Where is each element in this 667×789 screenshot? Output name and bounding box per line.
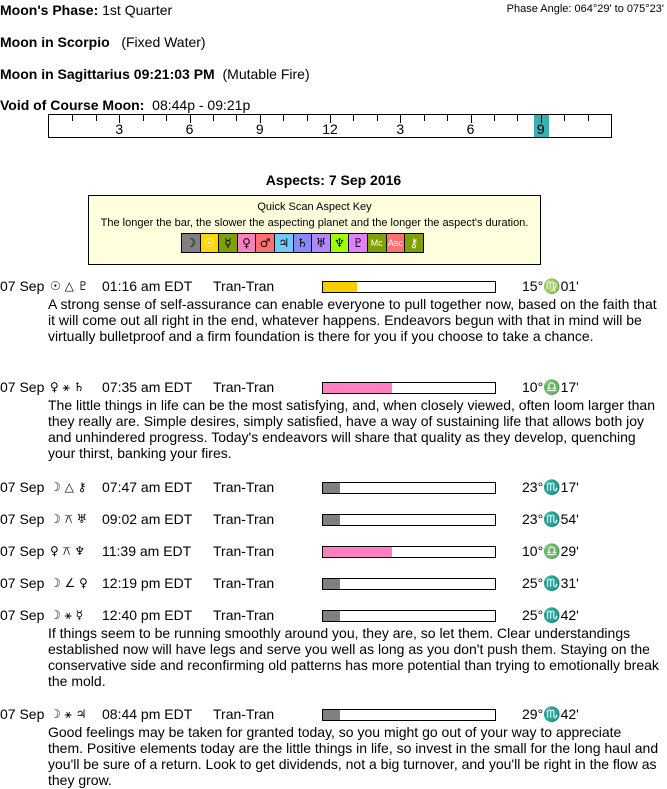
- aspect-duration-bar: [322, 281, 496, 293]
- aspect-duration-bar-fill: [323, 547, 392, 557]
- aspect-time: 11:39 am EDT: [102, 543, 192, 559]
- moon-phase-value: 1st Quarter: [102, 2, 173, 18]
- aspect-item: [0, 607, 667, 689]
- aspect-date: 07 Sep: [0, 543, 45, 559]
- timeline-hour-label: 6: [466, 121, 475, 137]
- aspect-type: Tran-Tran: [213, 607, 275, 623]
- aspect-header-line: [0, 706, 667, 724]
- aspect-header-line: [0, 511, 667, 529]
- aspect-position: 23°♏17': [522, 479, 579, 495]
- aspect-key-subtitle: The longer the bar, the slower the aspecting planet and the longer the aspect's duration.: [100, 217, 529, 229]
- aspect-duration-bar-fill: [323, 710, 340, 720]
- timeline-tick: [143, 115, 144, 121]
- aspect-type: Tran-Tran: [213, 511, 275, 527]
- aspect-type: Tran-Tran: [213, 575, 275, 591]
- timeline-tick: [494, 115, 495, 121]
- moon-ingress: [0, 66, 310, 82]
- aspect-position: 29°♏42': [522, 706, 579, 722]
- moon-icon: ☽: [182, 234, 201, 252]
- neptune-icon: ♆: [331, 234, 350, 252]
- jupiter-icon: ♃: [275, 234, 294, 252]
- aspect-duration-bar: [322, 546, 496, 558]
- ascendant-icon: Asc: [387, 234, 406, 252]
- timeline-tick: [307, 115, 308, 121]
- aspect-item: [0, 706, 667, 788]
- chiron-icon: ⚷: [405, 234, 423, 252]
- timeline-hour-label: 12: [322, 121, 338, 137]
- aspect-type: Tran-Tran: [213, 543, 275, 559]
- aspect-type: Tran-Tran: [213, 479, 275, 495]
- aspect-time: 12:40 pm EDT: [102, 607, 193, 623]
- aspect-date: 07 Sep: [0, 278, 45, 294]
- timeline-tick: [447, 115, 448, 121]
- aspect-duration-bar: [322, 578, 496, 590]
- aspect-glyphs-icon: ☽ ∠ ♀: [50, 576, 88, 590]
- aspect-duration-bar-fill: [323, 515, 340, 525]
- midheaven-icon: Mc: [368, 234, 387, 252]
- venus-icon: ♀: [238, 234, 257, 252]
- voc-label: Void of Course Moon:: [0, 97, 145, 113]
- mars-icon: ♂: [256, 234, 275, 252]
- aspect-position: 25°♏31': [522, 575, 579, 591]
- aspect-duration-bar: [322, 709, 496, 721]
- aspect-header-line: [0, 379, 667, 397]
- aspect-interpretation: If things seem to be running smoothly around you, they are, so let them. Clear understandings established now will have legs and serve you well as long as you don't push them. Staying on the conservative side and reconfirming old patterns has more potential than trying to emotionally break the mold.: [48, 625, 659, 689]
- aspect-duration-bar-fill: [323, 282, 357, 292]
- aspect-interpretation: The little things in life can be the most satisfying, and, when closely viewed, often loom larger than they really are. Simple desires, simply satisfied, have a way of sustaining life that allows both joy and unhindered progress. Today's endeavors will share that quality as they develop, quenching your thirst, banking your fires.: [48, 397, 655, 461]
- aspect-glyphs-icon: ☉ △ ♇: [50, 279, 89, 293]
- aspect-date: 07 Sep: [0, 706, 45, 722]
- timeline-tick: [72, 115, 73, 121]
- timeline-tick: [353, 115, 354, 121]
- timeline-tick: [213, 115, 214, 121]
- aspect-position: 23°♏54': [522, 511, 579, 527]
- aspect-time: 07:35 am EDT: [102, 379, 193, 395]
- moon-phase: [0, 2, 172, 18]
- timeline-hour-label: 3: [396, 121, 405, 137]
- aspect-duration-bar: [322, 482, 496, 494]
- aspect-time: 01:16 am EDT: [102, 278, 193, 294]
- aspect-header-line: [0, 278, 667, 296]
- aspect-glyphs-icon: ☽ △ ⚷: [50, 480, 87, 494]
- timeline-tick: [96, 115, 97, 121]
- aspect-date: 07 Sep: [0, 479, 45, 495]
- voc-value: 08:44p - 09:21p: [152, 97, 251, 113]
- aspect-type: Tran-Tran: [213, 706, 275, 722]
- timeline-hour-label: 6: [185, 121, 194, 137]
- timeline-hour-label: 9: [536, 121, 545, 137]
- aspect-glyphs-icon: ♀ ⚹ ♄: [50, 380, 85, 394]
- mercury-icon: ☿: [219, 234, 238, 252]
- timeline-tick: [166, 115, 167, 121]
- aspect-key-title: Quick Scan Aspect Key: [257, 201, 372, 213]
- aspect-date: 07 Sep: [0, 607, 45, 623]
- timeline-tick: [424, 115, 425, 121]
- aspect-duration-bar-fill: [323, 611, 340, 621]
- aspect-time: 12:19 pm EDT: [102, 575, 193, 591]
- aspect-date: 07 Sep: [0, 511, 45, 527]
- timeline-tick: [283, 115, 284, 121]
- moon-sign-quality: (Fixed Water): [121, 34, 206, 50]
- aspect-duration-bar: [322, 610, 496, 622]
- timeline-hour-label: 9: [255, 121, 264, 137]
- aspect-time: 08:44 pm EDT: [102, 706, 193, 722]
- void-of-course: [0, 97, 250, 113]
- sun-icon: ☉: [201, 234, 220, 252]
- aspect-glyphs-icon: ♀ ⚻ ♆: [50, 544, 86, 558]
- pluto-icon: ♇: [349, 234, 368, 252]
- aspect-header-line: [0, 543, 667, 561]
- aspect-date: 07 Sep: [0, 379, 45, 395]
- moon-sign: [0, 34, 206, 50]
- aspect-item: [0, 543, 667, 561]
- aspect-position: 25°♏42': [522, 607, 579, 623]
- timeline-tick: [588, 115, 589, 121]
- aspect-duration-bar: [322, 382, 496, 394]
- aspect-position: 10°♎17': [522, 379, 579, 395]
- aspects-title: Aspects: 7 Sep 2016: [265, 172, 402, 188]
- timeline-tick: [517, 115, 518, 121]
- aspect-type: Tran-Tran: [213, 379, 275, 395]
- aspect-duration-bar: [322, 514, 496, 526]
- aspect-duration-bar-fill: [323, 483, 340, 493]
- aspect-item: [0, 511, 667, 529]
- aspect-header-line: [0, 575, 667, 593]
- aspect-header-line: [0, 479, 667, 497]
- uranus-icon: ♅: [312, 234, 331, 252]
- aspect-interpretation: Good feelings may be taken for granted today, so you might go out of your way to appreciate them. Positive elements today are the little things in life, so invest in the small for the long haul and you'll be sure of a return. Look to get dividends, not a big turnover, and you'll be right in the flow as they grow.: [48, 724, 659, 788]
- aspect-date: 07 Sep: [0, 575, 45, 591]
- aspect-time: 09:02 am EDT: [102, 511, 193, 527]
- aspect-duration-bar-fill: [323, 383, 392, 393]
- timeline-tick: [377, 115, 378, 121]
- aspect-key-planets: [181, 233, 424, 253]
- timeline-tick: [236, 115, 237, 121]
- aspect-glyphs-icon: ☽ ⚹ ♃: [50, 707, 87, 721]
- aspect-item: [0, 575, 667, 593]
- void-of-course-timeline: [48, 114, 612, 138]
- moon-phase-label: Moon's Phase:: [0, 2, 99, 18]
- aspect-item: [0, 479, 667, 497]
- aspect-position: 15°♍01': [522, 278, 579, 294]
- aspect-item: [0, 379, 667, 461]
- moon-sign-label: Moon in Scorpio: [0, 34, 110, 50]
- aspect-glyphs-icon: ☽ ⚻ ♅: [50, 512, 88, 526]
- aspect-type: Tran-Tran: [213, 278, 275, 294]
- moon-ingress-label: Moon in Sagittarius 09:21:03 PM: [0, 66, 215, 82]
- saturn-icon: ♄: [294, 234, 313, 252]
- moon-ingress-quality: (Mutable Fire): [222, 66, 310, 82]
- timeline-tick: [564, 115, 565, 121]
- aspect-item: [0, 278, 667, 344]
- timeline-hour-label: 3: [115, 121, 124, 137]
- aspect-key: [88, 195, 541, 265]
- aspect-time: 07:47 am EDT: [102, 479, 193, 495]
- aspect-glyphs-icon: ☽ ⚹ ☿: [50, 608, 83, 622]
- aspect-position: 10°♎29': [522, 543, 579, 559]
- aspect-header-line: [0, 607, 667, 625]
- phase-angle: Phase Angle: 064°29' to 075°23': [506, 3, 664, 15]
- aspect-interpretation: A strong sense of self-assurance can enable everyone to pull together now, based on the faith that it will come out all right in the end, whatever happens. Endeavors begun with that in mind will be virtually bulletproof and a firm foundation is there for you if you choose to take a chance.: [48, 296, 657, 344]
- aspect-duration-bar-fill: [323, 579, 340, 589]
